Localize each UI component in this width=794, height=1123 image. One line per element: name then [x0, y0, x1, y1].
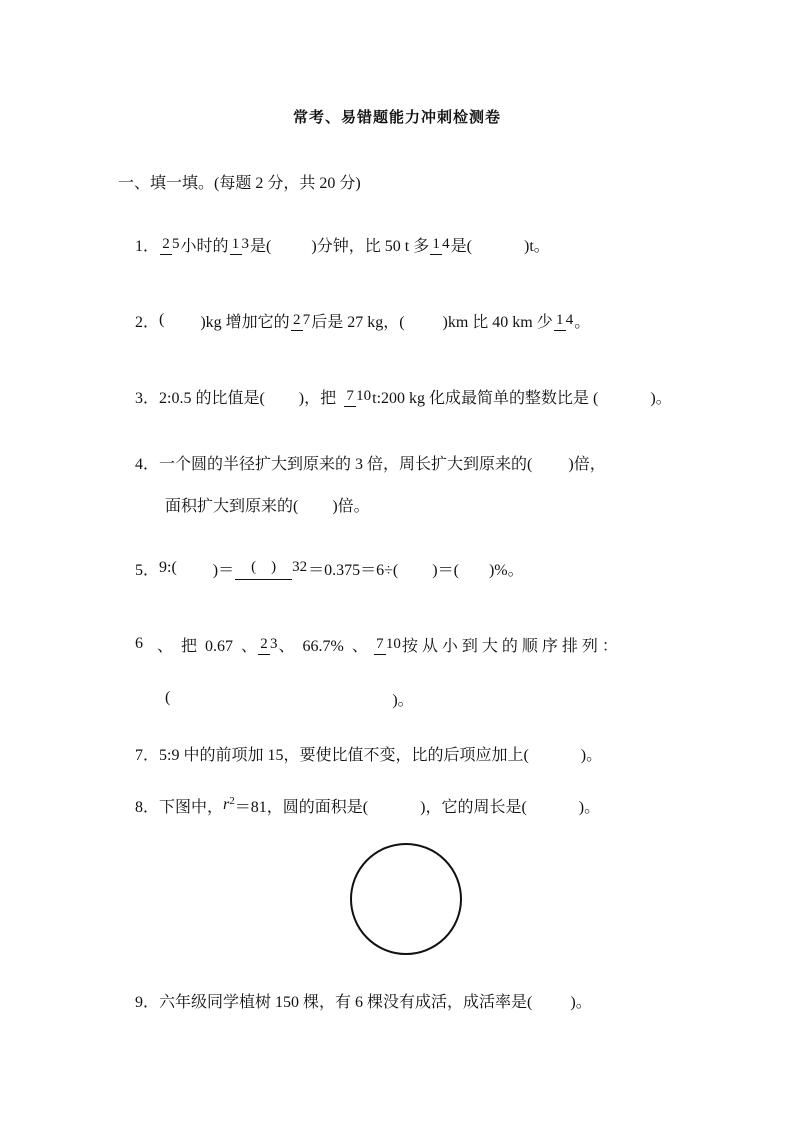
question-number: 2．	[135, 313, 160, 331]
denominator: 10	[356, 387, 372, 404]
question-text: 一个圆的半径扩大到原来的 3 倍，周长扩大到原来的(	[159, 455, 533, 473]
numerator: 7	[374, 637, 386, 655]
question-text: (	[159, 311, 165, 328]
question-8	[135, 785, 600, 825]
question-text: )km 比 40 km 少	[442, 313, 553, 331]
question-number: 1．	[135, 237, 160, 255]
question-text: 是(	[450, 237, 472, 255]
question-number: 7．	[135, 746, 160, 764]
question-text: 是(	[250, 237, 272, 255]
circle-figure	[350, 843, 462, 955]
question-4	[135, 442, 606, 482]
fraction	[230, 234, 250, 255]
question-3	[135, 376, 672, 416]
question-number: 3．	[135, 389, 160, 407]
question-text: )倍。	[332, 497, 370, 515]
question-text: 9:(	[159, 559, 177, 576]
question-text: t:200 kg 化成最简单的整数比是 (	[372, 389, 599, 407]
question-number: 5．	[135, 561, 160, 579]
question-text: 5:9 中的前项加 15，要使比值不变，比的后项应加上(	[159, 746, 529, 764]
question-text: )分钟，比 50 t 多	[311, 237, 430, 255]
question-text: 小时的	[180, 237, 229, 255]
fraction	[160, 234, 180, 255]
radius-symbol: r	[223, 796, 230, 813]
question-number: 6	[135, 635, 143, 652]
question-number: 9．	[135, 993, 160, 1011]
question-text: 后是 27 kg，(	[311, 313, 405, 331]
denominator: 4	[565, 311, 574, 328]
numerator: 1	[554, 313, 566, 331]
question-text: )t。	[524, 237, 550, 255]
page-title: 常考、易错题能力冲刺检测卷	[292, 108, 501, 126]
question-9	[135, 980, 592, 1020]
question-text: ＝0.375＝6÷(	[308, 561, 399, 579]
question-text: 、 66.7% 、	[278, 637, 368, 655]
question-4-continued	[165, 484, 370, 524]
question-text: )＝(	[432, 561, 459, 579]
denominator: 7	[302, 311, 311, 328]
question-2	[135, 300, 590, 340]
exponent: 2	[229, 795, 235, 807]
numerator: 2	[291, 313, 303, 331]
numerator-blank[interactable]: ( )	[235, 560, 292, 580]
section-heading: 一、填一填。(每题 2 分，共 20 分)	[118, 175, 361, 192]
fraction	[235, 557, 307, 580]
question-text: )。	[578, 798, 601, 816]
question-6-answer-line	[165, 678, 414, 718]
denominator: 3	[270, 635, 278, 652]
question-text: )，把	[298, 389, 337, 407]
question-text: 面积扩大到原来的(	[165, 497, 299, 515]
fraction	[430, 234, 450, 255]
numerator: 2	[258, 637, 270, 655]
question-text: 按 从 小 到 大 的 顺 序 排 列 ：	[401, 637, 618, 655]
fraction	[291, 310, 311, 331]
fraction	[374, 634, 401, 655]
fraction	[258, 634, 278, 655]
question-text: (	[165, 689, 171, 706]
fraction	[554, 310, 574, 331]
question-text: )，它的周长是(	[420, 798, 527, 816]
question-text: 六年级同学植树 150 棵，有 6 棵没有成活，成活率是(	[159, 993, 533, 1011]
question-text: )。	[580, 746, 603, 764]
fraction	[344, 386, 371, 407]
denominator: 32	[292, 558, 308, 575]
question-text: )%。	[488, 561, 524, 579]
question-text: )＝	[212, 561, 235, 579]
denominator: 4	[442, 235, 450, 252]
question-text: )。	[392, 691, 414, 709]
denominator: 10	[385, 635, 401, 652]
denominator: 3	[241, 235, 250, 252]
question-text: )kg 增加它的	[200, 313, 290, 331]
numerator: 7	[344, 389, 356, 407]
question-text: 、 把 0.67 、	[157, 637, 258, 655]
question-text: )。	[570, 993, 592, 1011]
question-text: ＝81，圆的面积是(	[234, 798, 369, 816]
question-text: )。	[650, 389, 672, 407]
denominator: 5	[172, 235, 180, 252]
numerator: 2	[160, 237, 172, 255]
question-text: 。	[574, 313, 591, 331]
question-number: 4．	[135, 455, 160, 473]
question-text: 2:0.5 的比值是(	[159, 389, 265, 407]
numerator: 1	[430, 237, 442, 255]
question-text: 下图中，	[159, 798, 224, 816]
question-5	[135, 548, 524, 588]
numerator: 1	[230, 237, 242, 255]
question-text: )倍，	[568, 455, 606, 473]
question-1	[135, 224, 550, 264]
question-7	[135, 733, 602, 773]
question-number: 8．	[135, 798, 160, 816]
question-6	[135, 624, 618, 664]
